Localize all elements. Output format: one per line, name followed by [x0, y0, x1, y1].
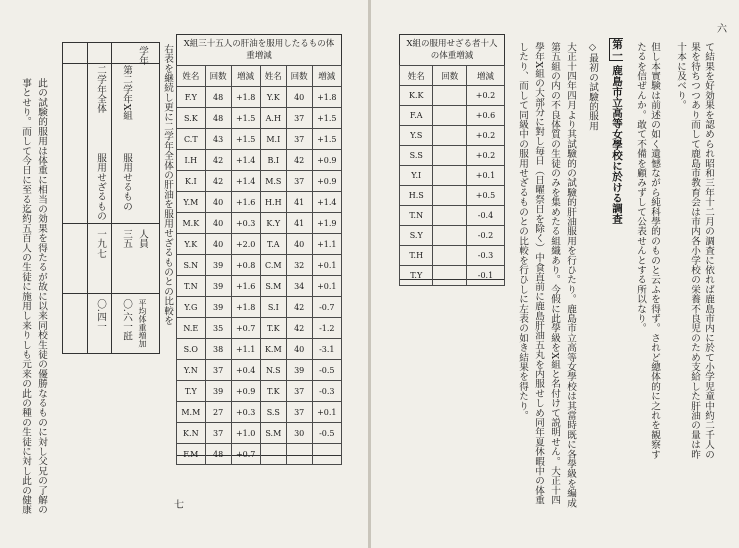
table-row: [400, 166, 505, 186]
table-cell: 37: [286, 129, 312, 150]
table-cell: T.Y: [177, 381, 206, 402]
table-cell: F.Y: [177, 87, 206, 108]
table-cell: K.I: [177, 171, 206, 192]
table-cell: 30: [286, 423, 312, 444]
table-row: [177, 150, 342, 171]
table-cell: [312, 444, 341, 465]
row-sub: 服用せざるもの: [95, 153, 106, 221]
table-cell: 48: [205, 444, 231, 465]
table-row: [177, 360, 342, 381]
column-header: 回数: [433, 66, 466, 86]
table-cell: -0.2: [466, 226, 504, 246]
table-cell: 41: [286, 213, 312, 234]
row-sub: 服用せるもの: [121, 153, 132, 212]
table-cell: +1.1: [312, 234, 341, 255]
table-cell: K.N: [177, 423, 206, 444]
table-cell: +1.8: [312, 87, 341, 108]
table-cell: [433, 126, 466, 146]
table-cell: +1.5: [231, 108, 260, 129]
table-cell: 42: [205, 150, 231, 171]
table-cell: +0.8: [231, 255, 260, 276]
table-cell: 38: [205, 339, 231, 360]
table-cell: S.S: [400, 146, 433, 166]
table-cell: +0.6: [466, 106, 504, 126]
table-cell: K.Y: [260, 213, 286, 234]
table-cell: 37: [286, 381, 312, 402]
table-row: [400, 146, 505, 166]
table-cell: F.M: [177, 444, 206, 465]
table-cell: +1.5: [312, 129, 341, 150]
table-caption: X組の服用せざる者十人の体重増減: [406, 39, 498, 61]
table-cell: +1.4: [312, 192, 341, 213]
table-cell: +0.1: [312, 255, 341, 276]
comparison-table: [62, 42, 160, 354]
table-cell: K.K: [400, 86, 433, 106]
section-heading: [607, 38, 623, 268]
table-cell: +0.3: [231, 402, 260, 423]
table-cell: Y.I: [400, 166, 433, 186]
table-cell: +2.0: [231, 234, 260, 255]
table-cell: Y.N: [177, 360, 206, 381]
table-cell: [433, 86, 466, 106]
non-user-table: [399, 34, 505, 280]
heading-tag: 第一: [611, 39, 623, 61]
table-cell: +1.8: [231, 297, 260, 318]
table-cell: +1.5: [312, 108, 341, 129]
table-row: [177, 255, 342, 276]
page-number: 七: [174, 500, 184, 511]
table-row: [177, 402, 342, 423]
table-cell: +0.7: [231, 444, 260, 465]
table-cell: F.A: [400, 106, 433, 126]
column-header: 姓名: [177, 66, 206, 87]
main-data-table: [176, 65, 342, 465]
table-cell: T.N: [177, 276, 206, 297]
table-cell: M.K: [177, 213, 206, 234]
table-cell: 34: [286, 276, 312, 297]
table-cell: 48: [205, 87, 231, 108]
table-row: [400, 206, 505, 226]
right-page: [371, 0, 739, 548]
table-row: [177, 87, 342, 108]
table-cell: +1.4: [231, 150, 260, 171]
table-cell: +0.5: [466, 186, 504, 206]
table-row: [400, 226, 505, 246]
table-row: [400, 186, 505, 206]
table-cell: 37: [286, 402, 312, 423]
table-cell: [433, 226, 466, 246]
table-row: [177, 339, 342, 360]
table-cell: N.E: [177, 318, 206, 339]
column-header-count: 人員: [137, 229, 148, 249]
table-cell: C.M: [260, 255, 286, 276]
table-row: [400, 86, 505, 106]
table-cell: 42: [205, 171, 231, 192]
table-cell: +1.8: [231, 87, 260, 108]
table-cell: +0.7: [231, 318, 260, 339]
table-cell: +1.6: [231, 276, 260, 297]
table-row: [177, 381, 342, 402]
table-cell: -1.2: [312, 318, 341, 339]
table-cell: +1.1: [231, 339, 260, 360]
table-cell: [433, 186, 466, 206]
table-cell: 42: [286, 318, 312, 339]
table-row: [177, 318, 342, 339]
table-cell: Y.S: [400, 126, 433, 146]
table-row: [177, 129, 342, 150]
table-cell: -0.4: [466, 206, 504, 226]
table-cell: T.A: [260, 234, 286, 255]
table-cell: -0.1: [466, 266, 504, 286]
table-cell: [286, 444, 312, 465]
row-value: 〇.四一: [95, 299, 106, 332]
table-cell: 32: [286, 255, 312, 276]
text-column: 十本に及べり。: [675, 42, 686, 110]
table-row: [177, 108, 342, 129]
row-label: 第二学年X組: [121, 65, 132, 121]
table-cell: +0.1: [312, 276, 341, 297]
table-cell: [433, 246, 466, 266]
body-column: 學年X組の大部分に對し毎日（日曜祭日を除く）中食直前に鹿島肝油五丸を内服せしめ同年夏休暇中の体重: [533, 42, 544, 505]
body-column: 大正十四年四月より其試驗的の試驗的肝油服用を行ひたり。鹿島市立高等女學校は其當時既に各學級を編成: [565, 42, 576, 508]
table-cell: T.Y: [400, 266, 433, 286]
column-header: 増減: [466, 66, 504, 86]
table-cell: +0.9: [312, 171, 341, 192]
table-cell: +0.1: [466, 166, 504, 186]
column-header: 回数: [286, 66, 312, 87]
text-column: たるを信ぜんか。敢て不備を顧みずして公表せんとする所以なり。: [635, 42, 646, 333]
table-cell: +0.2: [466, 126, 504, 146]
table-cell: 48: [205, 108, 231, 129]
text-column: 此の試験的服用は体重に相当の効果を得たるが故に以来同校生徒の優勝なるものに対し父兄の了解の: [36, 78, 47, 515]
table-cell: 43: [205, 129, 231, 150]
table-cell: 39: [205, 255, 231, 276]
table-cell: 39: [205, 297, 231, 318]
text-column: 事とせり。而して今日に至る迄約五百人の生徒に施用し来りしも元来の此の種の生徒に対し此の健康: [20, 78, 31, 515]
table-cell: T.K: [260, 318, 286, 339]
table-cell: 40: [286, 234, 312, 255]
table-row: [177, 171, 342, 192]
table-cell: 37: [205, 423, 231, 444]
table-cell: [260, 444, 286, 465]
table-cell: B.I: [260, 150, 286, 171]
table-cell: T.K: [260, 381, 286, 402]
table-row: [177, 276, 342, 297]
table-cell: -0.5: [312, 423, 341, 444]
table-cell: S.M: [260, 423, 286, 444]
table-cell: -0.3: [312, 381, 341, 402]
table-cell: +0.4: [231, 360, 260, 381]
table-cell: M.I: [260, 129, 286, 150]
table-cell: 40: [286, 339, 312, 360]
heading-text: 鹿島市立高等女學校に於ける調査: [611, 64, 623, 224]
column-header: 増減: [231, 66, 260, 87]
table-row: [400, 106, 505, 126]
table-cell: [433, 266, 466, 286]
table-cell: +0.1: [312, 402, 341, 423]
table-cell: S.N: [177, 255, 206, 276]
table-cell: Y.M: [177, 192, 206, 213]
table-cell: H.H: [260, 192, 286, 213]
table-cell: 40: [205, 234, 231, 255]
column-header: 回数: [205, 66, 231, 87]
table-cell: -0.5: [312, 360, 341, 381]
table-cell: S.O: [177, 339, 206, 360]
table-caption: X組三十五人の肝油を服用したるもの体重増減: [183, 39, 335, 61]
table-cell: Y.K: [177, 234, 206, 255]
table-cell: A.H: [260, 108, 286, 129]
table-cell: 42: [286, 150, 312, 171]
table-cell: 37: [205, 360, 231, 381]
table-cell: M.M: [177, 402, 206, 423]
table-row: [400, 246, 505, 266]
table-cell: +0.2: [466, 146, 504, 166]
table-cell: 39: [286, 360, 312, 381]
table-cell: H.S: [400, 186, 433, 206]
table-row: [177, 297, 342, 318]
table-cell: 40: [286, 87, 312, 108]
main-table: [176, 34, 342, 459]
table-cell: 37: [286, 108, 312, 129]
table-cell: M.S: [260, 171, 286, 192]
table-row: [177, 192, 342, 213]
table-cell: +1.4: [231, 171, 260, 192]
table-cell: S.M: [260, 276, 286, 297]
table-cell: 35: [205, 318, 231, 339]
table-row: [177, 234, 342, 255]
table-cell: +0.2: [466, 86, 504, 106]
column-header: 増減: [312, 66, 341, 87]
table-cell: T.N: [400, 206, 433, 226]
text-column: て結果を好効果を認められ昭和三年十二月の調査に依れば鹿島市内に於て小学児童中約二千人の: [703, 42, 714, 460]
table-cell: N.S: [260, 360, 286, 381]
table-cell: S.I: [260, 297, 286, 318]
table-cell: +0.3: [231, 213, 260, 234]
table-row: [177, 444, 342, 465]
row-value: 〇.六一瓩: [121, 299, 132, 341]
table-cell: S.Y: [400, 226, 433, 246]
table-cell: +0.9: [231, 381, 260, 402]
row-label: 二学年全体: [95, 65, 106, 114]
table-cell: 37: [286, 171, 312, 192]
text-column: 但し本實験は前述の如く遺憾ながら純科學的のものと云ふを得ず。されど總体的に之れを観察す: [649, 42, 660, 460]
column-header: 姓名: [260, 66, 286, 87]
table-cell: [433, 106, 466, 126]
table-cell: 39: [205, 381, 231, 402]
text-column: 果を待ちつつあり而して鹿島市教育会は市内各小学校の栄養不良児のため支給した肝油の量は昨: [689, 42, 700, 460]
text-column: 右表を継続し更に二学年全体の肝油を服用せざるものとの比較を: [162, 44, 173, 326]
body-column: 第五組の内の不良体質の生徒のみを集めたる組織あり。今假に此學級をX組と名付けて説明せん。大正十四: [549, 42, 560, 505]
table-cell: Y.G: [177, 297, 206, 318]
table-cell: +1.5: [231, 129, 260, 150]
table-cell: +0.9: [312, 150, 341, 171]
table-cell: S.K: [177, 108, 206, 129]
subheading: ◇最初の試驗的服用: [587, 42, 598, 131]
table-cell: [433, 146, 466, 166]
page-number: 六: [717, 24, 727, 35]
table-cell: 41: [286, 192, 312, 213]
table-cell: 42: [286, 297, 312, 318]
row-count: 三五: [121, 229, 132, 249]
table-cell: 39: [205, 276, 231, 297]
table-row: [400, 266, 505, 286]
column-header-grade: 学年: [137, 46, 148, 66]
non-user-data-table: [399, 65, 505, 286]
column-header: 姓名: [400, 66, 433, 86]
table-cell: 40: [205, 192, 231, 213]
table-cell: C.T: [177, 129, 206, 150]
table-cell: +1.0: [231, 423, 260, 444]
left-page: [0, 0, 368, 548]
table-cell: 40: [205, 213, 231, 234]
table-row: [177, 423, 342, 444]
table-cell: -3.1: [312, 339, 341, 360]
table-cell: +1.6: [231, 192, 260, 213]
table-cell: [433, 206, 466, 226]
table-cell: Y.K: [260, 87, 286, 108]
table-cell: -0.7: [312, 297, 341, 318]
table-cell: +1.9: [312, 213, 341, 234]
table-cell: -0.3: [466, 246, 504, 266]
table-cell: T.H: [400, 246, 433, 266]
table-cell: K.M: [260, 339, 286, 360]
body-column: したり、而して同級中の服用せざるものとの比較を行ひしに左表の如き結果を得たり。: [517, 42, 528, 421]
table-row: [177, 213, 342, 234]
column-header-weight: 平均体重増加: [138, 299, 147, 348]
table-cell: [433, 166, 466, 186]
row-count: 一九七: [95, 229, 106, 259]
table-cell: S.S: [260, 402, 286, 423]
table-row: [400, 126, 505, 146]
table-cell: I.H: [177, 150, 206, 171]
table-cell: 27: [205, 402, 231, 423]
